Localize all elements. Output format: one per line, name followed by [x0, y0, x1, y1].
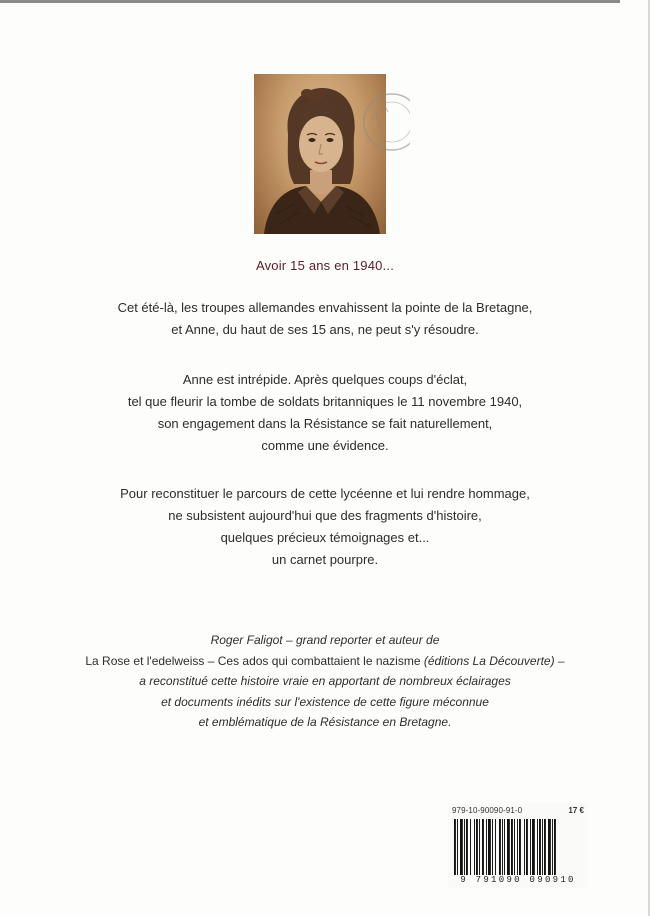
- barcode-digits: 9 791090 090910: [460, 875, 576, 885]
- barcode-bar: [507, 819, 510, 875]
- barcode-bar: [486, 819, 487, 875]
- paragraph-line: Pour reconstituer le parcours de cette lycéenne et lui rendre hommage,: [120, 486, 530, 501]
- barcode-bar: [482, 819, 484, 875]
- barcode-bar: [457, 819, 458, 875]
- author-credit: [0, 630, 650, 733]
- barcode-bar: [504, 819, 505, 875]
- barcode-bar: [492, 819, 493, 875]
- barcode-bar: [554, 819, 556, 875]
- barcode-bar: [502, 819, 503, 875]
- barcode-bar: [526, 819, 528, 875]
- postmark-stamp-icon: [362, 82, 410, 164]
- paragraph-line: Cet été-là, les troupes allemandes envahissent la pointe de la Bretagne,: [117, 300, 533, 315]
- credit-line: a reconstitué cette histoire vraie en apportant de nombreux éclairages: [139, 674, 511, 688]
- credit-line: et emblématique de la Résistance en Bretagne.: [198, 715, 452, 729]
- barcode-bar: [524, 819, 525, 875]
- top-edge: [0, 0, 620, 3]
- paragraph-line: et Anne, du haut de ses 15 ans, ne peut s'y résoudre.: [171, 322, 479, 337]
- barcode-bar: [495, 819, 496, 875]
- barcode-bar: [519, 819, 521, 875]
- paragraph-line: Anne est intrépide. Après quelques coups d'éclat,: [182, 372, 468, 387]
- barcode-bar: [514, 819, 515, 875]
- barcode-bar: [474, 819, 475, 875]
- paragraph-line: ne subsistent aujourd'hui que des fragments d'histoire,: [168, 508, 482, 523]
- barcode-bar: [479, 819, 480, 875]
- paragraph-line: un carnet pourpre.: [271, 552, 379, 567]
- paragraph-1: [0, 297, 650, 341]
- barcode-block: [448, 803, 588, 888]
- isbn-number: 979-10-90090-91-0: [452, 806, 523, 815]
- page-title: Avoir 15 ans en 1940...: [255, 258, 395, 273]
- barcode-bar: [544, 819, 546, 875]
- barcode-bar: [532, 819, 535, 875]
- barcode-bar: [530, 819, 531, 875]
- credit-line-book: [0, 651, 650, 672]
- barcode-bar: [542, 819, 543, 875]
- barcode-bar: [517, 819, 518, 875]
- barcode-bar: [466, 819, 468, 875]
- publisher: (éditions La Découverte) –: [423, 653, 565, 668]
- paragraph-line: tel que fleurir la tombe de soldats britanniques le 11 novembre 1940,: [127, 394, 523, 409]
- barcode-icon: [452, 819, 586, 875]
- barcode-bar: [552, 819, 553, 875]
- barcode-bar: [476, 819, 478, 875]
- barcode-bar: [488, 819, 491, 875]
- barcode-bar: [537, 819, 538, 875]
- paragraph-line: son engagement dans la Résistance se fait naturellement,: [157, 416, 493, 431]
- barcode-bar: [464, 819, 465, 875]
- barcode-bar: [499, 819, 501, 875]
- barcode-bar: [511, 819, 513, 875]
- price-label: 17 €: [568, 806, 584, 815]
- credit-line: Roger Faligot – grand reporter et auteur de: [210, 633, 440, 647]
- barcode-bar: [548, 819, 551, 875]
- credit-line: et documents inédits sur l'existence de cette figure méconnue: [161, 694, 489, 709]
- paragraph-line: comme une évidence.: [261, 438, 389, 453]
- barcode-bar: [470, 819, 471, 875]
- paragraph-3: [0, 483, 650, 571]
- paragraph-line: quelques précieux témoignages et...: [220, 530, 430, 545]
- isbn-row: [448, 803, 588, 817]
- barcode-bar: [460, 819, 463, 875]
- paragraph-2: [0, 369, 650, 457]
- barcode-bar: [454, 819, 456, 875]
- barcode-bar: [539, 819, 541, 875]
- book-title: La Rose et l'edelweiss – Ces ados qui combattaient le nazisme: [85, 653, 421, 668]
